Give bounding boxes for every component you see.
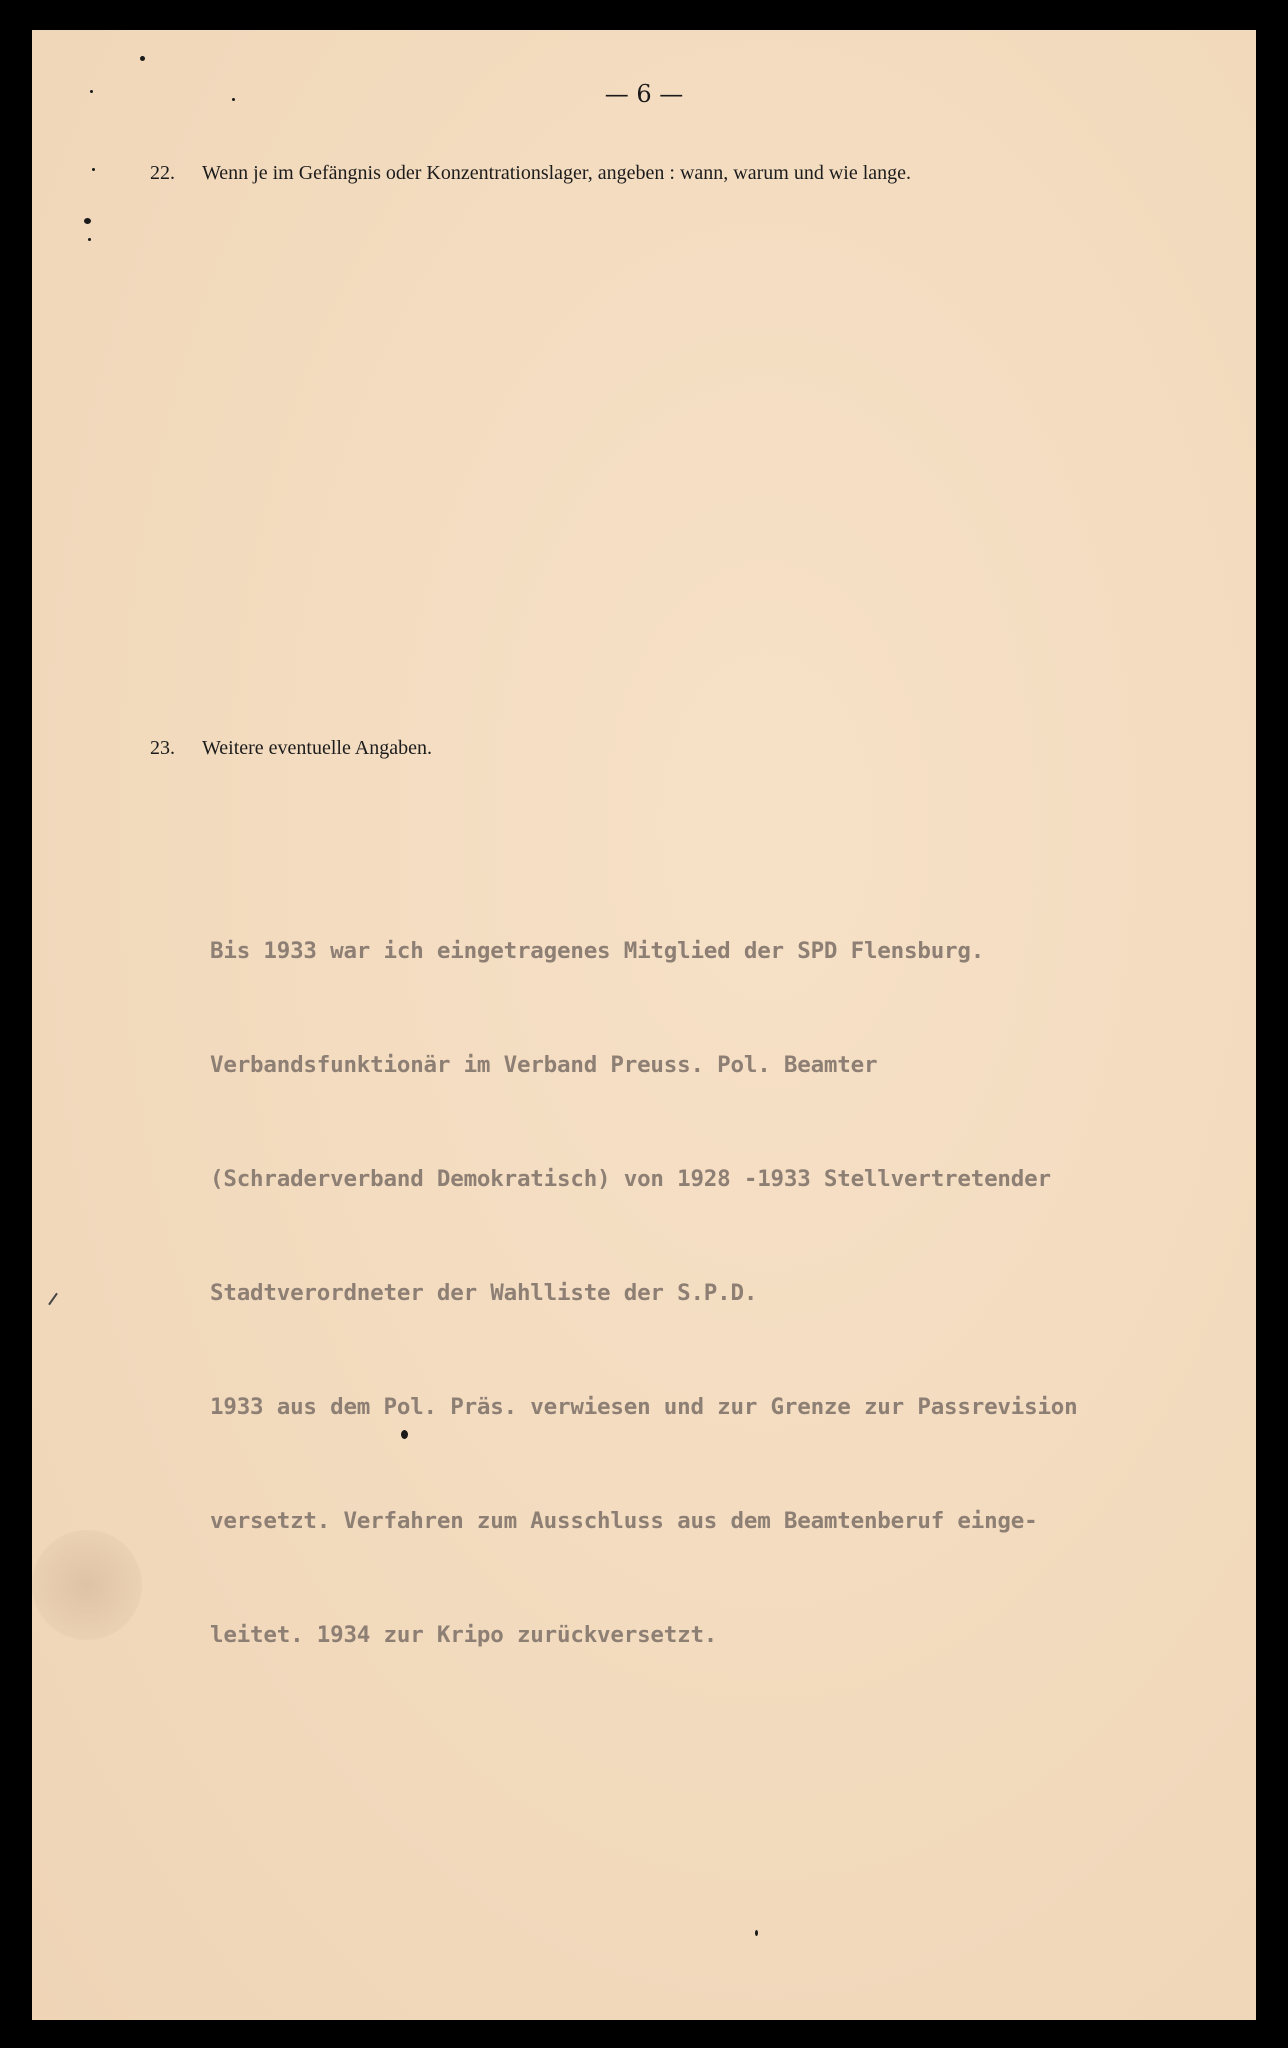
typed-answer-line: Stadtverordneter der Wahlliste der S.P.D. [210, 1280, 758, 1306]
question-23-text: Weitere eventuelle Angaben. [202, 737, 432, 759]
paper-speck [755, 1930, 758, 1936]
paper-speck [140, 56, 145, 61]
page-number: — 6 — [604, 80, 684, 108]
typed-answer-line: 1933 aus dem Pol. Präs. verwiesen und zur Grenze zur Passrevision [210, 1394, 1078, 1420]
document-page [32, 30, 1256, 2020]
question-22-number: 22. [150, 162, 175, 184]
paper-speck [401, 1430, 408, 1439]
paper-speck [90, 90, 93, 93]
paper-speck [232, 98, 235, 101]
paper-smudge [32, 1530, 142, 1640]
question-23-number: 23. [150, 737, 175, 759]
typed-answer-line: (Schraderverband Demokratisch) von 1928 -1933 Stellvertretender [210, 1166, 1051, 1192]
paper-speck [84, 218, 91, 224]
typed-answer-line: Bis 1933 war ich eingetragenes Mitglied der SPD Flensburg. [210, 938, 985, 964]
typed-answer-line: Verbandsfunktionär im Verband Preuss. Pol. Beamter [210, 1052, 878, 1078]
paper-speck [92, 168, 95, 171]
question-22-text: Wenn je im Gefängnis oder Konzentrationslager, angeben : wann, warum und wie lange. [202, 162, 912, 184]
typed-answer-line: versetzt. Verfahren zum Ausschluss aus dem Beamtenberuf einge- [210, 1508, 1038, 1534]
typed-answer [210, 856, 1078, 1730]
question-23 [150, 737, 432, 760]
paper-speck [88, 238, 91, 241]
paper-scratch [48, 1293, 58, 1306]
typed-answer-line: leitet. 1934 zur Kripo zurückversetzt. [210, 1622, 718, 1648]
question-22 [150, 162, 911, 185]
